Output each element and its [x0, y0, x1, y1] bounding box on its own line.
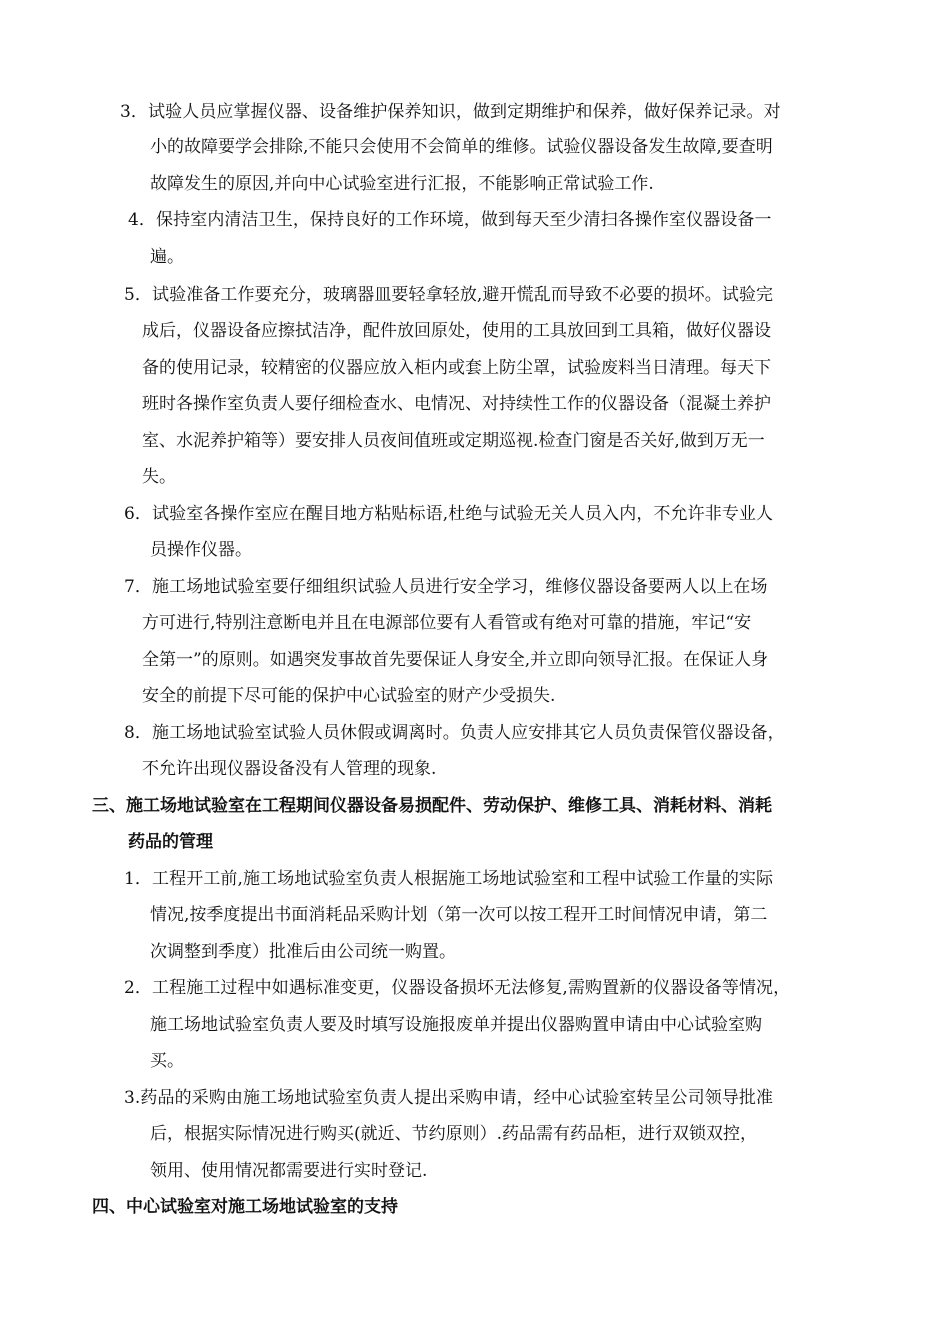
item-3-line-2: 小的故障要学会排除,不能只会使用不会简单的维修。试验仪器设备发生故障,要查明 [150, 137, 773, 157]
item-6-line-2: 员操作仪器。 [150, 540, 252, 560]
s3-item-3-line-3: 领用、使用情况都需要进行实时登记. [150, 1161, 428, 1181]
s3-item-2-line-1: 2．工程施工过程中如遇标准变更，仪器设备损坏无法修复,需购置新的仪器设备等情况， [124, 978, 791, 998]
s3-item-3-line-1: 3.药品的采购由施工场地试验室负责人提出采购申请，经中心试验室转呈公司领导批准 [124, 1088, 774, 1108]
item-7-line-3: 全第一”的原则。如遇突发事故首先要保证人身安全,并立即向领导汇报。在保证人身 [142, 650, 769, 670]
item-7-line-1: 7．施工场地试验室要仔细组织试验人员进行安全学习，维修仪器设备要两人以上在场 [124, 577, 768, 597]
item-3-line-1: 3．试验人员应掌握仪器、设备维护保养知识，做到定期维护和保养，做好保养记录。对 [120, 102, 781, 122]
item-5-line-3: 备的使用记录，较精密的仪器应放入柜内或套上防尘罩，试验废料当日清理。每天下 [142, 358, 771, 378]
item-4-line-2: 遍。 [150, 247, 184, 267]
s3-item-1-line-3: 次调整到季度）批准后由公司统一购置。 [150, 942, 456, 962]
item-7-line-4: 安全的前提下尽可能的保护中心试验室的财产少受损失. [142, 686, 556, 706]
item-5-line-6: 失。 [142, 467, 176, 487]
s3-item-3-line-2: 后，根据实际情况进行购买(就近、节约原则）.药品需有药品柜，进行双锁双控， [150, 1124, 758, 1144]
section-3-heading-line-2: 药品的管理 [128, 832, 213, 852]
item-7-line-2: 方可进行,特别注意断电并且在电源部位要有人看管或有绝对可靠的措施，牢记“安 [142, 613, 752, 633]
item-4-line-1: 4．保持室内清洁卫生，保持良好的工作环境，做到每天至少清扫各操作室仪器设备一 [128, 210, 772, 230]
s3-item-2-line-2: 施工场地试验室负责人要及时填写设施报废单并提出仪器购置申请由中心试验室购 [150, 1015, 762, 1035]
item-5-line-1: 5．试验准备工作要充分，玻璃器皿要轻拿轻放,避开慌乱而导致不必要的损坏。试验完 [124, 285, 774, 305]
item-5-line-4: 班时各操作室负责人要仔细检查水、电情况、对持续性工作的仪器设备（混凝土养护 [142, 394, 771, 414]
s3-item-1-line-1: 1．工程开工前,施工场地试验室负责人根据施工场地试验室和工程中试验工作量的实际 [124, 869, 774, 889]
item-6-line-1: 6．试验室各操作室应在醒目地方粘贴标语,杜绝与试验无关人员入内，不允许非专业人 [124, 504, 774, 524]
section-3-heading-line-1: 三、施工场地试验室在工程期间仪器设备易损配件、劳动保护、维修工具、消耗材料、消耗 [92, 796, 772, 816]
section-4-heading: 四、中心试验室对施工场地试验室的支持 [92, 1197, 398, 1217]
item-5-line-5: 室、水泥养护箱等）要安排人员夜间值班或定期巡视.检查门窗是否关好,做到万无一 [142, 431, 765, 451]
item-8-line-2: 不允许出现仪器设备没有人管理的现象. [142, 759, 437, 779]
item-3-line-3: 故障发生的原因,并向中心试验室进行汇报，不能影响正常试验工作. [150, 174, 654, 194]
item-8-line-1: 8．施工场地试验室试验人员休假或调离时。负责人应安排其它人员负责保管仪器设备， [124, 723, 785, 743]
s3-item-2-line-3: 买。 [150, 1051, 184, 1071]
item-5-line-2: 成后，仪器设备应擦拭洁净，配件放回原处，使用的工具放回到工具箱，做好仪器设 [142, 321, 771, 341]
s3-item-1-line-2: 情况,按季度提出书面消耗品采购计划（第一次可以按工程开工时间情况申请，第二 [150, 905, 768, 925]
